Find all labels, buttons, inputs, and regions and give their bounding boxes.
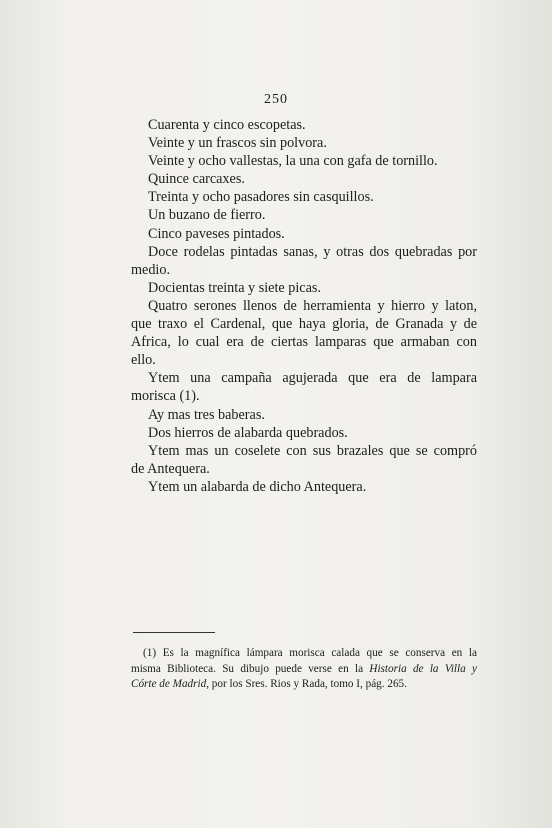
text-line: Veinte y ocho vallestas, la una con gafa de tornillo. (148, 153, 438, 170)
text-line: morisca (1). (131, 388, 200, 405)
footnote-book-title-cont: Córte de Madrid (131, 678, 207, 691)
text-line: Veinte y un frascos sin polvora. (148, 135, 327, 152)
text-line: Cuarenta y cinco escopetas. (148, 117, 306, 133)
footnote (131, 646, 477, 693)
text-line: Africa, lo cual era de ciertas lamparas que armaban con (131, 334, 477, 351)
text-line: medio. (131, 261, 171, 278)
text-line: Quatro serones llenos de herramienta y hierro y laton, (148, 297, 477, 314)
text-line: Quince carcaxes. (148, 171, 245, 188)
text-line: ello. (131, 352, 156, 369)
text-line: Un buzano de fierro. (148, 207, 266, 224)
text-line: Dos hierros de alabarda quebrados. (148, 424, 348, 441)
text-line: Ytem una campaña agujerada que era de lampara (148, 370, 477, 387)
text-line: Doce rodelas pintadas sanas, y otras dos quebradas por (148, 243, 477, 260)
inventory-list (131, 116, 477, 496)
footnote-text: misma Biblioteca. Su dibujo puede verse en la (131, 662, 370, 675)
text-line: Ay mas tres baberas. (148, 406, 265, 423)
footnote-line (131, 677, 477, 693)
text-line: de Antequera. (131, 460, 210, 477)
text-line: Docientas treinta y siete picas. (148, 279, 321, 296)
text-line: Ytem un alabarda de dicho Antequera. (148, 478, 367, 495)
footnote-line: (1) Es la magnífica lámpara morisca calada que se conserva en la (143, 647, 477, 659)
text-line: Treinta y ocho pasadores sin casquillos. (148, 189, 374, 206)
text-line: Ytem mas un coselete con sus brazales que se compró (148, 442, 477, 459)
footnote-text: , por los Sres. Rios y Rada, tomo I, pág. 265. (206, 678, 407, 691)
footnote-rule (133, 632, 215, 633)
footnote-line (131, 662, 477, 678)
text-line: Cinco paveses pintados. (148, 225, 285, 242)
footnote-book-title: Historia de la Villa y (369, 662, 477, 675)
page-number: 250 (264, 92, 288, 107)
text-line: que traxo el Cardenal, que haya gloria, de Granada y de (131, 316, 477, 333)
